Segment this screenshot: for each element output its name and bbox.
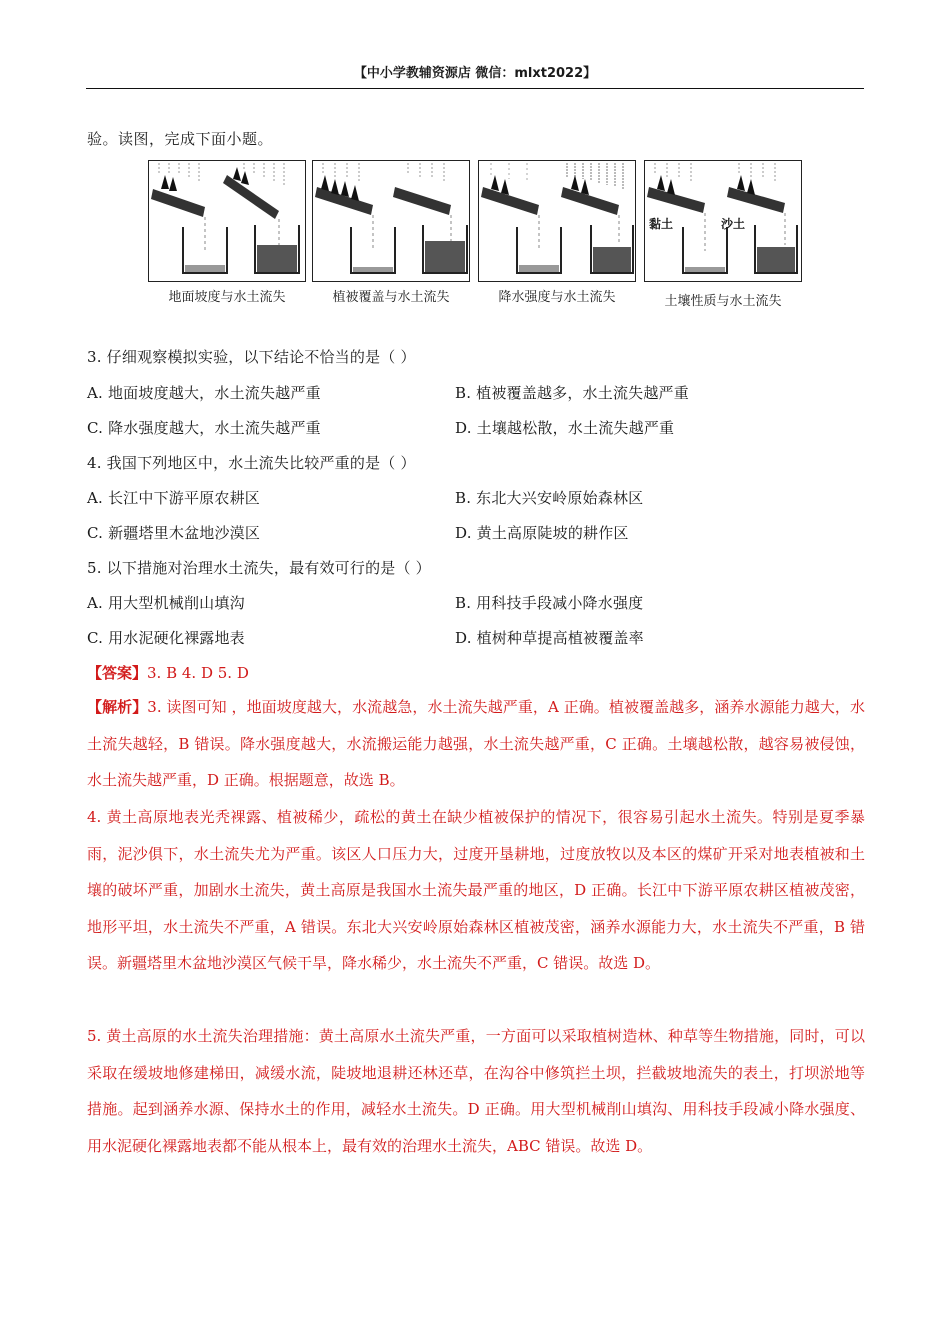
experiment-figure bbox=[148, 160, 804, 310]
question-5-option-b: B. 用科技手段减小降水强度 bbox=[455, 594, 644, 612]
caption-vegetation: 植被覆盖与水土流失 bbox=[332, 290, 450, 305]
question-5-stem: 5. 以下措施对治理水土流失，最有效可行的是（ ） bbox=[87, 559, 431, 577]
question-3-option-c: C. 降水强度越大，水土流失越严重 bbox=[87, 419, 321, 437]
question-3-stem: 3. 仔细观察模拟实验，以下结论不恰当的是（ ） bbox=[87, 348, 416, 366]
question-4-option-c: C. 新疆塔里木盆地沙漠区 bbox=[87, 524, 261, 542]
question-3-option-a: A. 地面坡度越大，水土流失越严重 bbox=[87, 384, 321, 402]
answer-line bbox=[87, 662, 249, 683]
panel-vegetation bbox=[312, 160, 470, 282]
question-4-option-d: D. 黄土高原陡坡的耕作区 bbox=[455, 524, 629, 542]
caption-rainfall: 降水强度与水土流失 bbox=[498, 290, 616, 305]
panel-rainfall bbox=[478, 160, 636, 282]
question-3-option-d: D. 土壤越松散，水土流失越严重 bbox=[455, 419, 675, 437]
explanation-q4: 4. 黄土高原地表光秃裸露、植被稀少，疏松的黄土在缺少植被保护的情况下，很容易引起水土流失。特别是夏季暴雨，泥沙俱下，水土流失尤为严重。该区人口压力大，过度开垦耕地，过度放牧以及本区的煤矿开采对地表植被和土壤的破坏严重，加剧水土流失，黄土高原是我国水土流失最严重的地区，D 正确。长江中下游平原农耕区植被茂密，地形平坦，水土流失不严重，A 错误。东北大兴安岭原始森林区植被茂密，涵养水源能力大，水土流失不严重，B 错误。新疆塔里木盆地沙漠区气候干旱，降水稀少，水土流失不严重，C 错误。故选 D。 bbox=[87, 808, 865, 972]
question-4-stem: 4. 我国下列地区中，水土流失比较严重的是（ ） bbox=[87, 454, 416, 472]
question-4-option-b: B. 东北大兴安岭原始森林区 bbox=[455, 489, 644, 507]
question-4-option-a: A. 长江中下游平原农耕区 bbox=[87, 489, 260, 507]
answer-text: 3. B 4. D 5. D bbox=[147, 664, 249, 682]
question-5-option-c: C. 用水泥硬化裸露地表 bbox=[87, 629, 245, 647]
soil-label-sand: 沙土 bbox=[721, 217, 746, 231]
question-3-option-b: B. 植被覆盖越多，水土流失越严重 bbox=[455, 384, 689, 402]
answer-label: 【答案】 bbox=[87, 664, 148, 682]
soil-label-clay: 黏土 bbox=[649, 217, 674, 231]
page-header: 【中小学教辅资源店 微信：mlxt2022】 bbox=[86, 62, 864, 89]
intro-text: 验。读图，完成下面小题。 bbox=[87, 130, 274, 148]
caption-slope: 地面坡度与水土流失 bbox=[168, 290, 286, 305]
panel-soil bbox=[644, 160, 802, 282]
caption-soil: 土壤性质与水土流失 bbox=[664, 294, 782, 309]
explanation-q5: 5. 黄土高原的水土流失治理措施：黄土高原水土流失严重，一方面可以采取植树造林、种草等生物措施，同时，可以采取在缓坡地修建梯田，减缓水流，陡坡地退耕还林还草，在沟谷中修筑拦土坝，拦截坡地流失的表土，打坝淤地等措施。起到涵养水源、保持水土的作用，减轻水土流失。D 正确。用大型机械削山填沟、用科技手段减小降水强度、用水泥硬化裸露地表都不能从根本上，最有效的治理水土流失，ABC 错误。故选 D。 bbox=[87, 1027, 865, 1155]
explanation-label: 【解析】 bbox=[87, 698, 148, 716]
panel-slope bbox=[148, 160, 306, 282]
explanation-q3 bbox=[87, 689, 865, 799]
question-5-option-a: A. 用大型机械削山填沟 bbox=[87, 594, 245, 612]
explanation-q3-text: 3. 读图可知 ，地面坡度越大，水流越急，水土流失越严重，A 正确。植被覆盖越多，涵养水源能力越大，水土流失越轻，B 错误。降水强度越大，水流搬运能力越强，水土流失越严重，C 正确。土壤越松散，越容易被侵蚀，水土流失越严重，D 正确。根据题意，故选 B。 bbox=[87, 698, 865, 789]
question-5-option-d: D. 植树种草提高植被覆盖率 bbox=[455, 629, 644, 647]
